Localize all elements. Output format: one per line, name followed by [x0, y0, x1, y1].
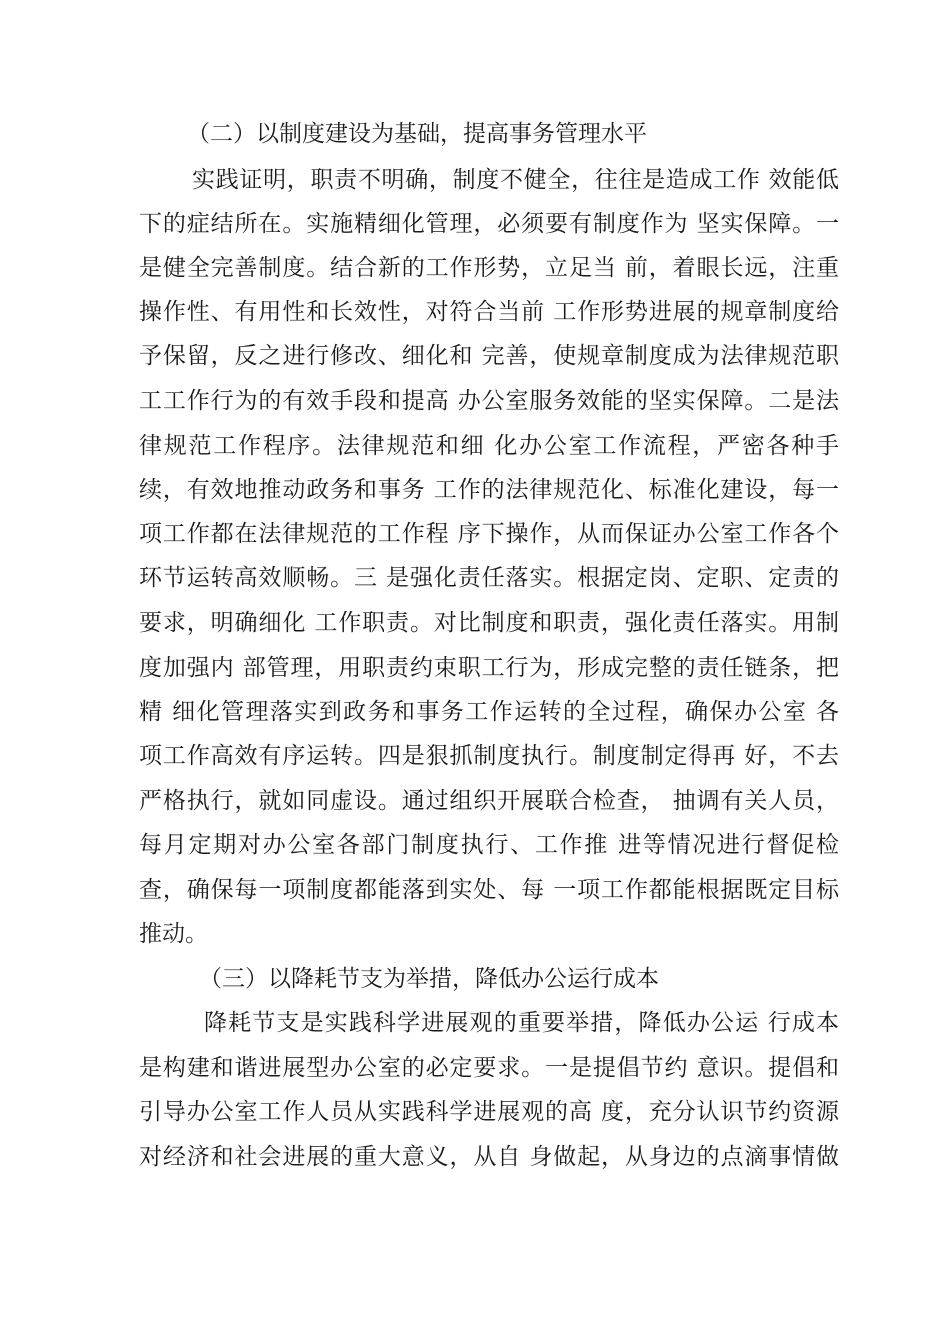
paragraph-line: 对经济和社会进展的重大意义，从自 身做起，从身边的点滴事情做: [139, 1144, 839, 1170]
paragraph-line: 工工作行为的有效手段和提高 办公室服务效能的坚实保障。二是法: [139, 388, 839, 414]
paragraph-line: 项工作都在法律规范的工作程 序下操作，从而保证办公室工作各个: [139, 521, 839, 547]
paragraph-line: 下的症结所在。实施精细化管理，必须要有制度作为 坚实保障。一: [139, 211, 839, 237]
paragraph-line: 项工作高效有序运转。四是狠抓制度执行。制度制定得再 好，不去: [139, 743, 839, 769]
paragraph-line: 查，确保每一项制度都能落到实处、每 一项工作都能根据既定目标: [139, 877, 839, 903]
paragraph-line: 操作性、有用性和长效性，对符合当前 工作形势进展的规章制度给: [139, 299, 839, 325]
paragraph-line: 严格执行，就如同虚设。通过组织开展联合检查， 抽调有关人员，: [139, 788, 839, 814]
paragraph-line: 予保留，反之进行修改、细化和 完善，使规章制度成为法律规范职: [139, 343, 839, 369]
paragraph-line: 降耗节支是实践科学进展观的重要举措，降低办公运 行成本: [204, 1010, 839, 1036]
paragraph-line: 是健全完善制度。结合新的工作形势，立足当 前，着眼长远，注重: [139, 255, 839, 281]
paragraph-line: 律规范工作程序。法律规范和细 化办公室工作流程，严密各种手: [139, 433, 839, 459]
paragraph-line: 精 细化管理落实到政务和事务工作运转的全过程，确保办公室 各: [139, 699, 839, 725]
paragraph-line: 是构建和谐进展型办公室的必定要求。一是提倡节约 意识。提倡和: [139, 1055, 839, 1081]
paragraph-line: 推动。: [139, 921, 208, 947]
paragraph-line: 度加强内 部管理，用职责约束职工行为，形成完整的责任链条，把: [139, 655, 839, 681]
paragraph-line: 要求，明确细化 工作职责。对比制度和职责，强化责任落实。用制: [139, 610, 839, 636]
paragraph-line: 实践证明，职责不明确，制度不健全，往往是造成工作 效能低: [192, 167, 839, 193]
paragraph-line: 环节运转高效顺畅。三 是强化责任落实。根据定岗、定职、定责的: [139, 565, 839, 591]
section-heading-2: （二）以制度建设为基础，提高事务管理水平: [187, 121, 647, 147]
section-heading-3: （三）以降耗节支为举措，降低办公运行成本: [199, 966, 659, 992]
paragraph-line: 每月定期对办公室各部门制度执行、工作推 进等情况进行督促检: [139, 832, 839, 858]
paragraph-line: 续，有效地推动政务和事务 工作的法律规范化、标准化建设，每一: [139, 477, 839, 503]
paragraph-line: 引导办公室工作人员从实践科学进展观的高 度，充分认识节约资源: [139, 1099, 839, 1125]
